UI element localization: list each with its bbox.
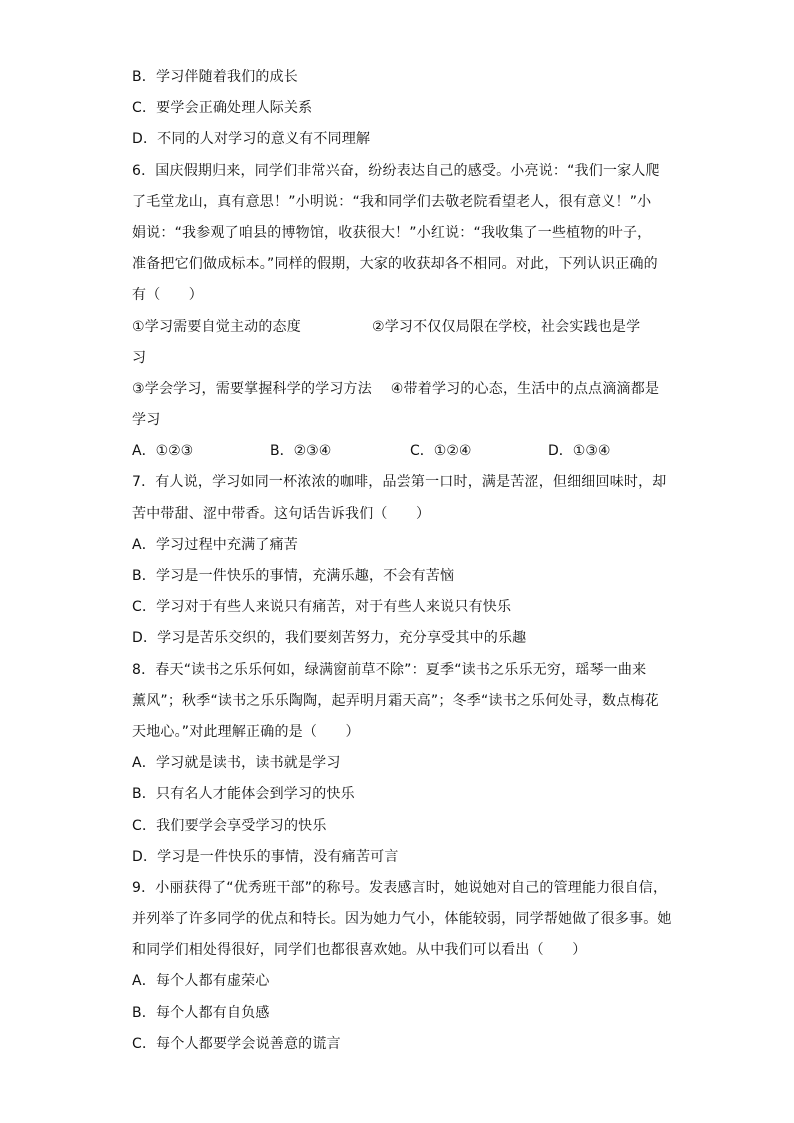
q6-choices: [132, 436, 662, 467]
q8-stem-line-2: 薰风”；秋季“读书之乐乐陶陶，起弄明月霜天高”；冬季“读书之乐何处寻，数点梅花: [132, 692, 659, 709]
q9-option-c: C．每个人都要学会说善意的谎言: [132, 1035, 341, 1052]
q6-statements-line-3: ③学会学习，需要掌握科学的学习方法 ④带着学习的心态，生活中的点点滴滴都是: [132, 380, 660, 397]
q6-stem-line-5: 有（ ）: [132, 287, 203, 304]
q6-choice-c: C．①②④: [410, 443, 472, 460]
q7-stem-line-1: 7．有人说，学习如同一杯浓浓的咖啡，品尝第一口时，满是苦涩，但细细回味时，却: [132, 474, 667, 491]
q7-option-b: B．学习是一件快乐的事情，充满乐趣，不会有苦恼: [132, 568, 455, 584]
q8-option-d: D．学习是一件快乐的事情，没有痛苦可言: [132, 848, 399, 865]
q6-stem-line-2: 了毛堂龙山，真有意思！”小明说：“我和同学们去敬老院看望老人，很有意义！”小: [132, 193, 652, 210]
q6-stem-line-3: 娟说：“我参观了咱县的博物馆，收获很大！”小红说：“我收集了一些植物的叶子，: [132, 224, 652, 241]
q6-statements-line-4: 学习: [132, 412, 161, 429]
q5-option-c: C．要学会正确处理人际关系: [132, 100, 313, 117]
q6-choice-a: A．①②③: [132, 443, 194, 460]
q6-stem-line-4: 准备把它们做成标本。”同样的假期，大家的收获却各不相同。对此，下列认识正确的: [132, 256, 658, 273]
q7-stem-line-2: 苦中带甜、涩中带香。这句话告诉我们（ ）: [132, 505, 431, 522]
q8-stem-line-3: 天地心。”对此理解正确的是（ ）: [132, 723, 360, 740]
q7-option-a: A．学习过程中充满了痛苦: [132, 536, 298, 553]
q6-statements-line-2: 习: [132, 349, 147, 366]
q8-option-b: B．只有名人才能体会到学习的快乐: [132, 786, 355, 803]
q9-stem-line-2: 并列举了许多同学的优点和特长。因为她力气小，体能较弱，同学帮她做了很多事。她: [132, 911, 672, 928]
q6-choice-d: D．①③④: [548, 443, 611, 460]
q6-stem-line-1: 6．国庆假期归来，同学们非常兴奋，纷纷表达自己的感受。小亮说：“我们一家人爬: [132, 162, 660, 179]
q8-option-a: A．学习就是读书，读书就是学习: [132, 755, 341, 772]
q7-option-c: C．学习对于有些人来说只有痛苦，对于有些人来说只有快乐: [132, 599, 512, 616]
q5-option-d: D．不同的人对学习的意义有不同理解: [132, 131, 371, 148]
q6-statements-line-1: ①学习需要自觉主动的态度 ②学习不仅仅局限在学校，社会实践也是学: [132, 318, 641, 335]
q9-option-b: B．每个人都有自负感: [132, 1004, 270, 1021]
q7-option-d: D．学习是苦乐交织的，我们要刻苦努力，充分享受其中的乐趣: [132, 630, 527, 647]
q9-stem-line-3: 和同学们相处得很好，同学们也都很喜欢她。从中我们可以看出（ ）: [132, 942, 587, 959]
q9-stem-line-1: 9．小丽获得了“优秀班干部”的称号。发表感言时，她说她对自己的管理能力很自信，: [132, 879, 668, 896]
q9-option-a: A．每个人都有虚荣心: [132, 973, 270, 990]
document-page: [132, 62, 672, 1060]
q5-option-b: B．学习伴随着我们的成长: [132, 69, 299, 85]
q8-option-c: C．我们要学会享受学习的快乐: [132, 817, 327, 834]
q6-choice-b: B．②③④: [270, 443, 332, 460]
q8-stem-line-1: 8．春天“读书之乐乐何如，绿满窗前草不除”：夏季“读书之乐乐无穷，瑶琴一曲来: [132, 661, 647, 678]
